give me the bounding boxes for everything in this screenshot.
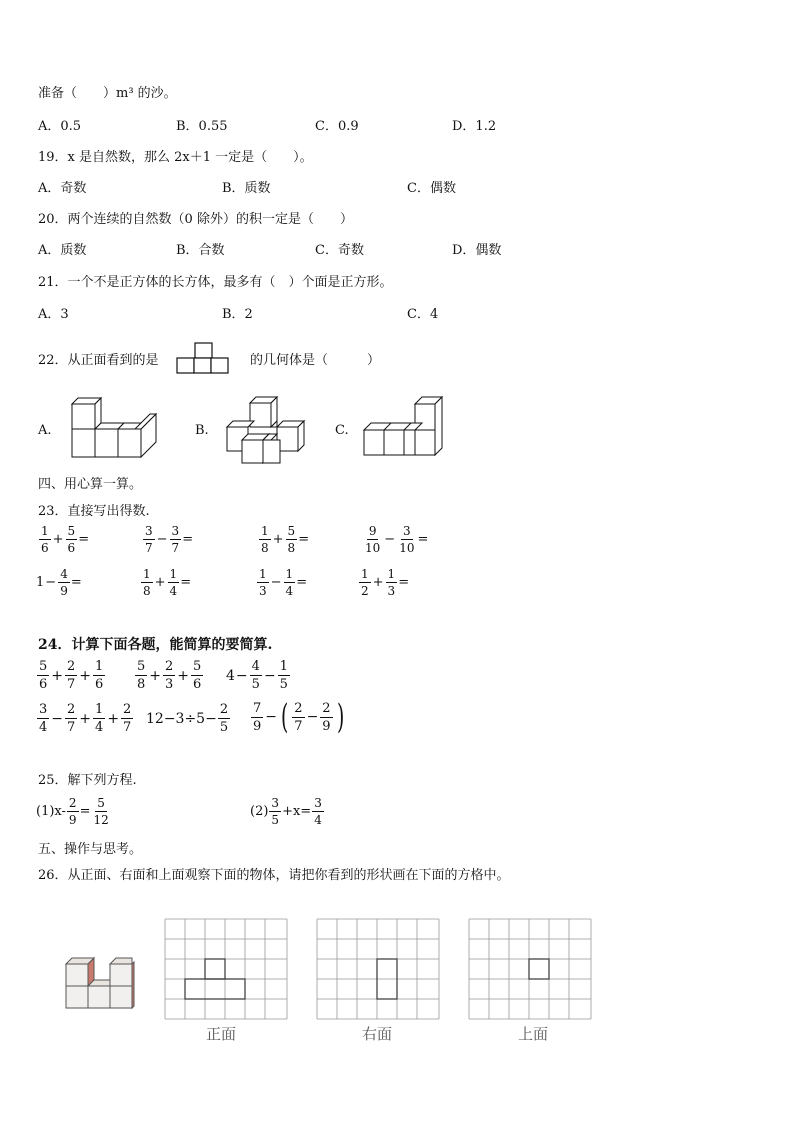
q19-option-c[interactable]: C．偶数 xyxy=(407,181,456,196)
q20-option-d[interactable]: D．偶数 xyxy=(452,243,502,258)
q21-option-c[interactable]: C．4 xyxy=(407,307,439,322)
q23-item-3: $\frac{1}{8}$ + $\frac{5}{8}$ = xyxy=(261,524,310,555)
q22-option-b-label[interactable]: B. xyxy=(195,423,209,438)
q24-expr-6: $\frac{7}{9}$ − ( $\frac{2}{7}$ − $\frac{2}{9}$ ) xyxy=(253,697,344,737)
q22-option-c-solid-icon[interactable] xyxy=(362,396,446,460)
q19-option-a[interactable]: A．奇数 xyxy=(38,181,87,196)
q26-object-icon xyxy=(64,956,134,1012)
q25-equation-1: (1)x- $\frac{2}{9}$ = $\frac{5}{12}$ xyxy=(36,796,109,827)
q24-title: 24．计算下面各题，能简算的要简算. xyxy=(38,637,273,653)
q23-item-5: 1 − $\frac{4}{9}$ = xyxy=(36,567,82,598)
q26-right-view-grid[interactable] xyxy=(316,918,440,1020)
q22-option-c-label[interactable]: C. xyxy=(335,423,349,438)
q26-question: 26．从正面、右面和上面观察下面的物体，请把你看到的形状画在下面的方格中。 xyxy=(38,868,510,883)
q19-question: 19．x 是自然数，那么 2x＋1 一定是（ ）。 xyxy=(38,150,313,165)
q20-option-c[interactable]: C．奇数 xyxy=(315,243,364,258)
q22-question-suffix: 的几何体是（ ） xyxy=(250,353,381,368)
q23-item-7: $\frac{1}{3}$ − $\frac{1}{4}$ = xyxy=(259,567,308,598)
q26-top-caption: 上面 xyxy=(518,1025,549,1043)
q20-option-a[interactable]: A．质数 xyxy=(38,243,87,258)
q22-option-a-solid-icon[interactable] xyxy=(66,398,162,460)
q24-expr-5: 12−3÷5− $\frac{2}{5}$ xyxy=(146,702,229,735)
q23-item-2: $\frac{3}{7}$ − $\frac{3}{7}$ = xyxy=(145,524,194,555)
section-5-heading: 五、操作与思考。 xyxy=(38,842,143,857)
q22-front-view-icon xyxy=(176,342,230,374)
q24-expr-3: 4 − $\frac{4}{5}$ − $\frac{1}{5}$ xyxy=(226,659,288,692)
q26-right-caption: 右面 xyxy=(362,1025,393,1043)
q24-expr-2: $\frac{5}{8}$ + $\frac{2}{3}$ + $\frac{5}{6}$ xyxy=(137,659,202,692)
q25-title: 25．解下列方程. xyxy=(38,773,137,788)
q23-title: 23．直接写出得数. xyxy=(38,504,150,519)
q21-question: 21．一个不是正方体的长方体，最多有（ ）个面是正方形。 xyxy=(38,275,393,290)
q23-item-4: $\frac{9}{10}$ − $\frac{3}{10}$ = xyxy=(365,524,429,555)
q18-stem-tail: 准备（ ）m³ 的沙。 xyxy=(38,86,177,101)
q23-item-1: $\frac{1}{6}$ + $\frac{5}{6}$ = xyxy=(41,524,90,555)
q20-question: 20．两个连续的自然数（0 除外）的积一定是（ ） xyxy=(38,212,353,227)
q22-question-prefix: 22．从正面看到的是 xyxy=(38,353,159,368)
q25-equation-2: (2) $\frac{3}{5}$ +x= $\frac{3}{4}$ xyxy=(250,796,322,827)
q18-option-b[interactable]: B．0.55 xyxy=(176,119,228,134)
q18-option-d[interactable]: D．1.2 xyxy=(452,119,497,134)
q24-expr-4: $\frac{3}{4}$ − $\frac{2}{7}$ + $\frac{1}{4}$ + $\frac{2}{7}$ xyxy=(39,702,132,735)
q18-option-c[interactable]: C．0.9 xyxy=(315,119,359,134)
q21-option-b[interactable]: B．2 xyxy=(222,307,253,322)
q23-item-6: $\frac{1}{8}$ + $\frac{1}{4}$ = xyxy=(143,567,192,598)
section-4-heading: 四、用心算一算。 xyxy=(38,477,143,492)
q22-option-b-solid-icon[interactable] xyxy=(224,396,306,464)
q26-front-view-grid[interactable] xyxy=(164,918,288,1020)
q19-option-b[interactable]: B．质数 xyxy=(222,181,271,196)
q21-option-a[interactable]: A．3 xyxy=(38,307,69,322)
q26-top-view-grid[interactable] xyxy=(468,918,592,1020)
q22-option-a-label[interactable]: A. xyxy=(38,423,52,438)
q18-option-a[interactable]: A．0.5 xyxy=(38,119,82,134)
q20-option-b[interactable]: B．合数 xyxy=(176,243,225,258)
q26-front-caption: 正面 xyxy=(206,1025,237,1043)
q24-expr-1: $\frac{5}{6}$ + $\frac{2}{7}$ + $\frac{1}{6}$ xyxy=(39,659,104,692)
q23-item-8: $\frac{1}{2}$ + $\frac{1}{3}$ = xyxy=(361,567,410,598)
